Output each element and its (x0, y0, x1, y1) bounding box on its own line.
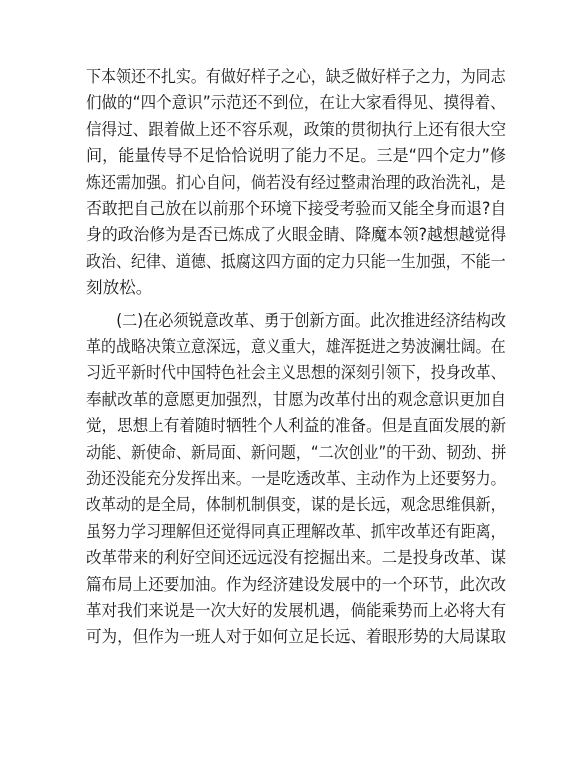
text-line: 炼还需加强。扪心自问，倘若没有经过整肃治理的政治洗礼，是 (86, 172, 506, 192)
text-line: 觉，思想上有着随时牺牲个人利益的准备。但是直面发展的新 (86, 416, 507, 436)
text-line: 刻放松。 (86, 278, 153, 298)
text-line: 政治、纪律、道德、抵腐这四方面的定力只能一生加强，不能一 (86, 251, 506, 271)
text-line: 否敢把自己放在以前那个环境下接受考验而又能全身而退?自 (86, 199, 507, 218)
text-line: 下本领还不扎实。有做好样子之心，缺乏做好样子之力，为同志 (86, 67, 506, 86)
text-line: 奉献改革的意愿更加强烈，甘愿为改革付出的观念意识更加自 (86, 389, 507, 409)
text-line: 篇布局上还要加油。作为经济建设发展中的一个环节，此次改 (86, 574, 507, 594)
text-line: 改革动的是全局，体制机制俱变，谋的是长远，观念思维俱新， (86, 495, 506, 515)
text-line: 革对我们来说是一次大好的发展机遇，倘能乘势而上必将大有 (86, 601, 507, 620)
text-line: 动能、新使命、新局面、新问题，“二次创业”的干劲、韧劲、拼 (86, 442, 507, 462)
paragraph-first-line: (二)在必须锐意改革、勇于创新方面。此次推进经济结构改 (86, 310, 506, 330)
text-line: 可为，但作为一班人对于如何立足长远、着眼形势的大局谋取 (86, 627, 507, 647)
text-line: 改革带来的利好空间还远远没有挖掘出来。二是投身改革、谋 (86, 548, 507, 568)
text-line: 习近平新时代中国特色社会主义思想的深刻引领下，投身改革、 (86, 363, 506, 383)
text-line: 革的战略决策立意深远，意义重大，雄浑挺进之势波澜壮阔。在 (86, 337, 506, 356)
text-line: 劲还没能充分发挥出来。一是吃透改革、主动作为上还要努力。 (86, 469, 506, 488)
text-line: 身的政治修为是否已炼成了火眼金睛、降魔本领?越想越觉得 (86, 225, 507, 245)
text-line: 间，能量传导不足恰恰说明了能力不足。三是“四个定力”修 (86, 146, 507, 166)
text-line: 信得过、跟着做上还不容乐观，政策的贯彻执行上还有很大空 (86, 119, 507, 139)
text-line: 虽努力学习理解但还觉得同真正理解改革、抓牢改革还有距离， (86, 521, 506, 541)
text-line: 们做的“四个意识”示范还不到位，在让大家看得见、摸得着、 (86, 93, 506, 113)
